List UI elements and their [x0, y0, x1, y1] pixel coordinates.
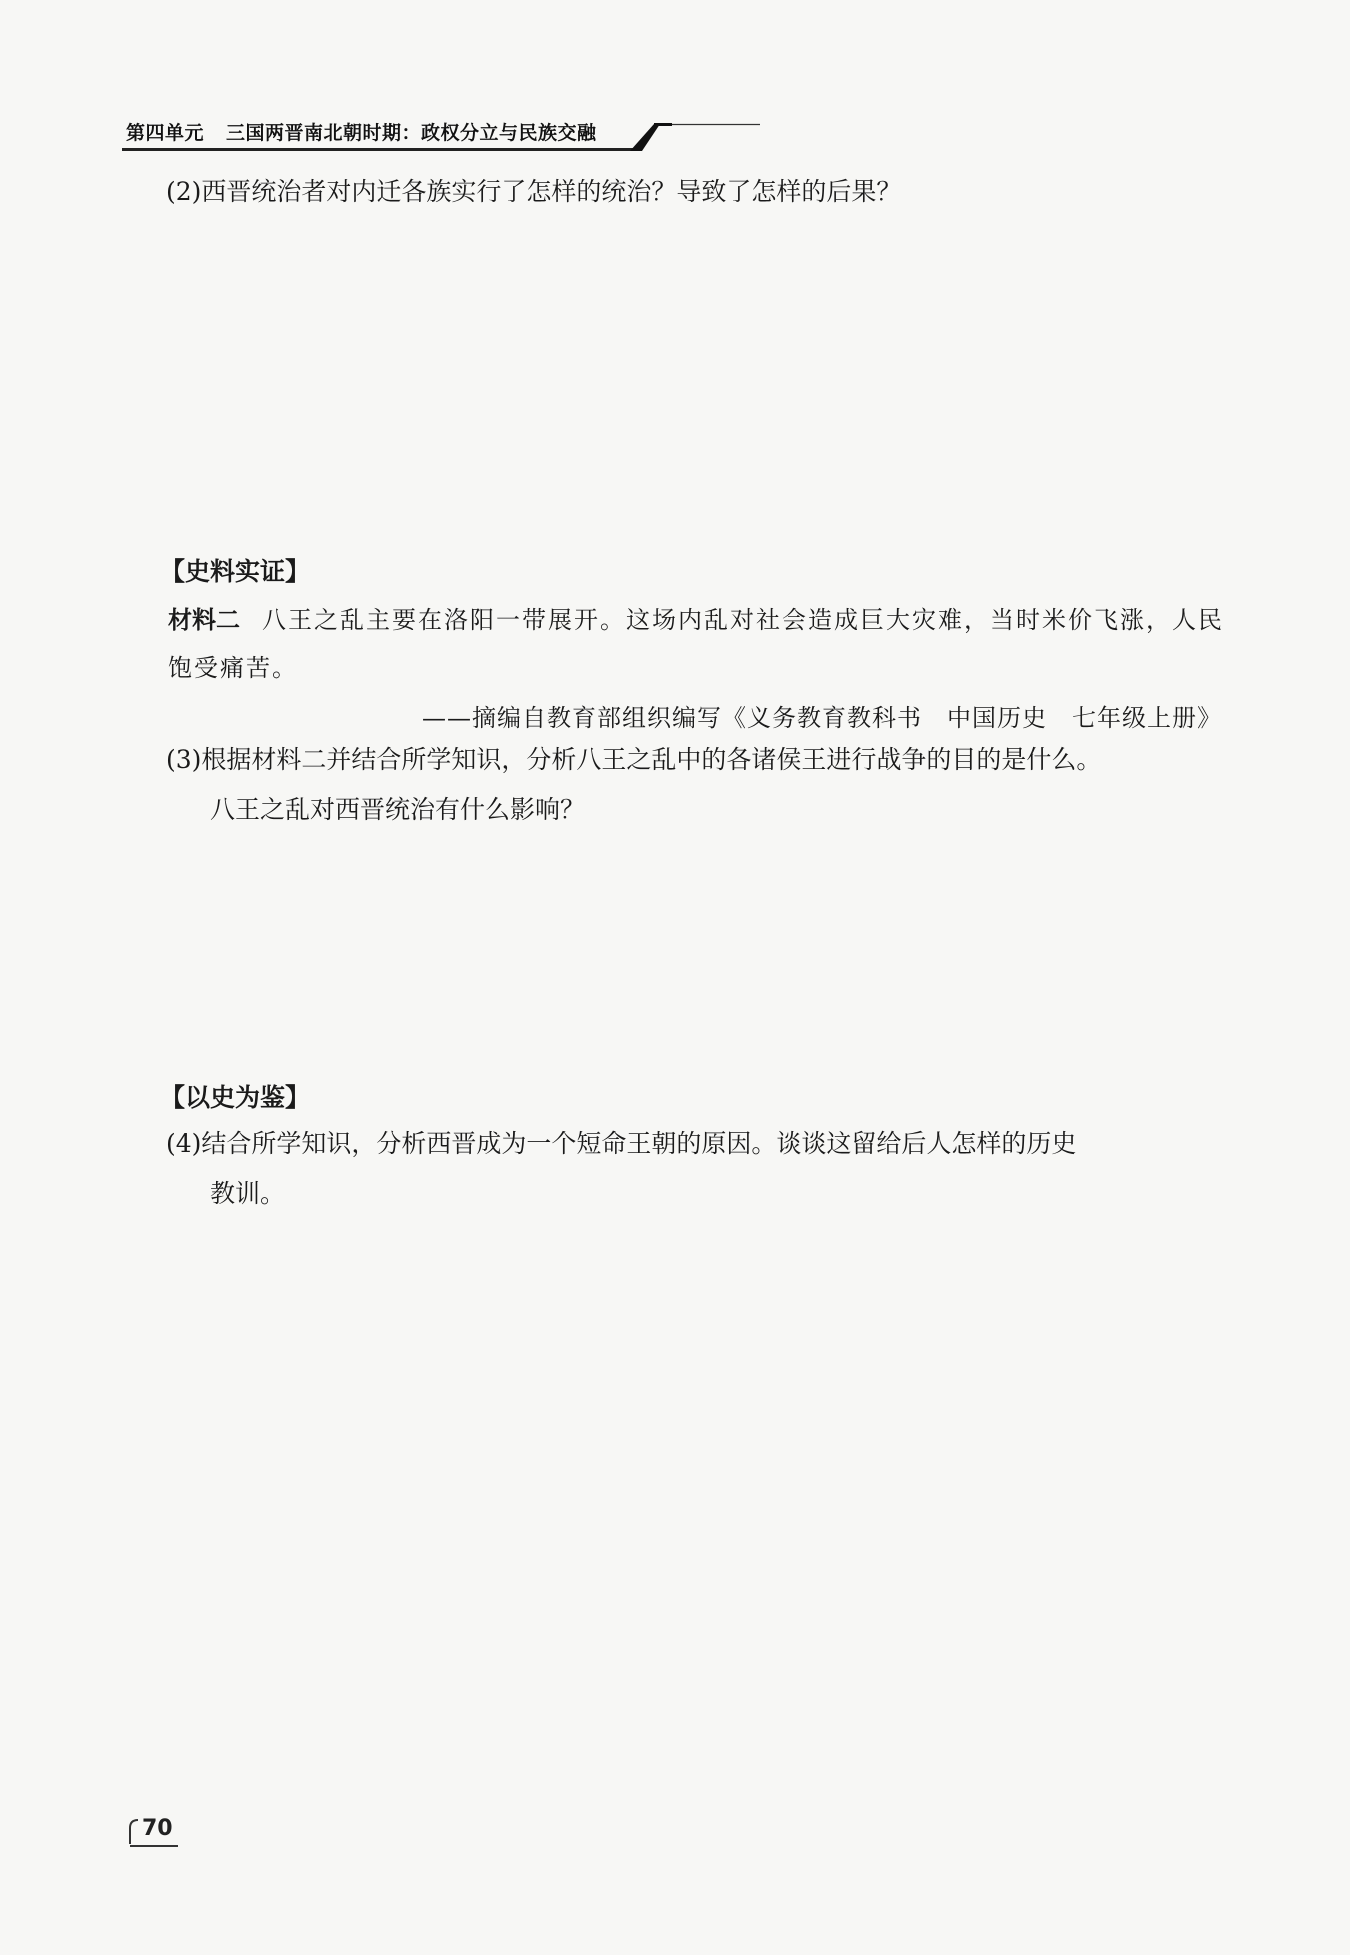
material-two: [168, 596, 1228, 692]
material-text: 八王之乱主要在洛阳一带展开。这场内乱对社会造成巨大灾难，当时米价飞涨，人民饱受痛苦。: [168, 606, 1224, 682]
question-2: (2)西晋统治者对内迁各族实行了怎样的统治？导致了怎样的后果？: [166, 177, 902, 206]
header-rule: [122, 148, 642, 151]
page-number: [128, 1814, 180, 1850]
material-label: 材料二: [168, 606, 240, 634]
header-slash-decoration: [630, 118, 780, 152]
section-lesson-heading: 【以史为鉴】: [160, 1083, 311, 1112]
question-3-line-1: (3)根据材料二并结合所学知识，分析八王之乱中的各诸侯王进行战争的目的是什么。: [166, 745, 1102, 774]
question-4-line-2: 教训。: [210, 1179, 286, 1208]
page-number-text: 70: [142, 1816, 173, 1841]
section-evidence-heading: 【史料实证】: [160, 557, 311, 586]
question-3-line-2: 八王之乱对西晋统治有什么影响？: [210, 795, 586, 824]
question-4-line-1: (4)结合所学知识，分析西晋成为一个短命王朝的原因。谈谈这留给后人怎样的历史: [166, 1129, 1077, 1158]
header-unit: 第四单元: [126, 122, 205, 144]
header-title: 三国两晋南北朝时期：政权分立与民族交融: [226, 122, 597, 144]
material-source: ——摘编自教育部组织编写《义务教育教科书 中国历史 七年级上册》: [422, 704, 1222, 732]
header-text: [126, 118, 597, 145]
